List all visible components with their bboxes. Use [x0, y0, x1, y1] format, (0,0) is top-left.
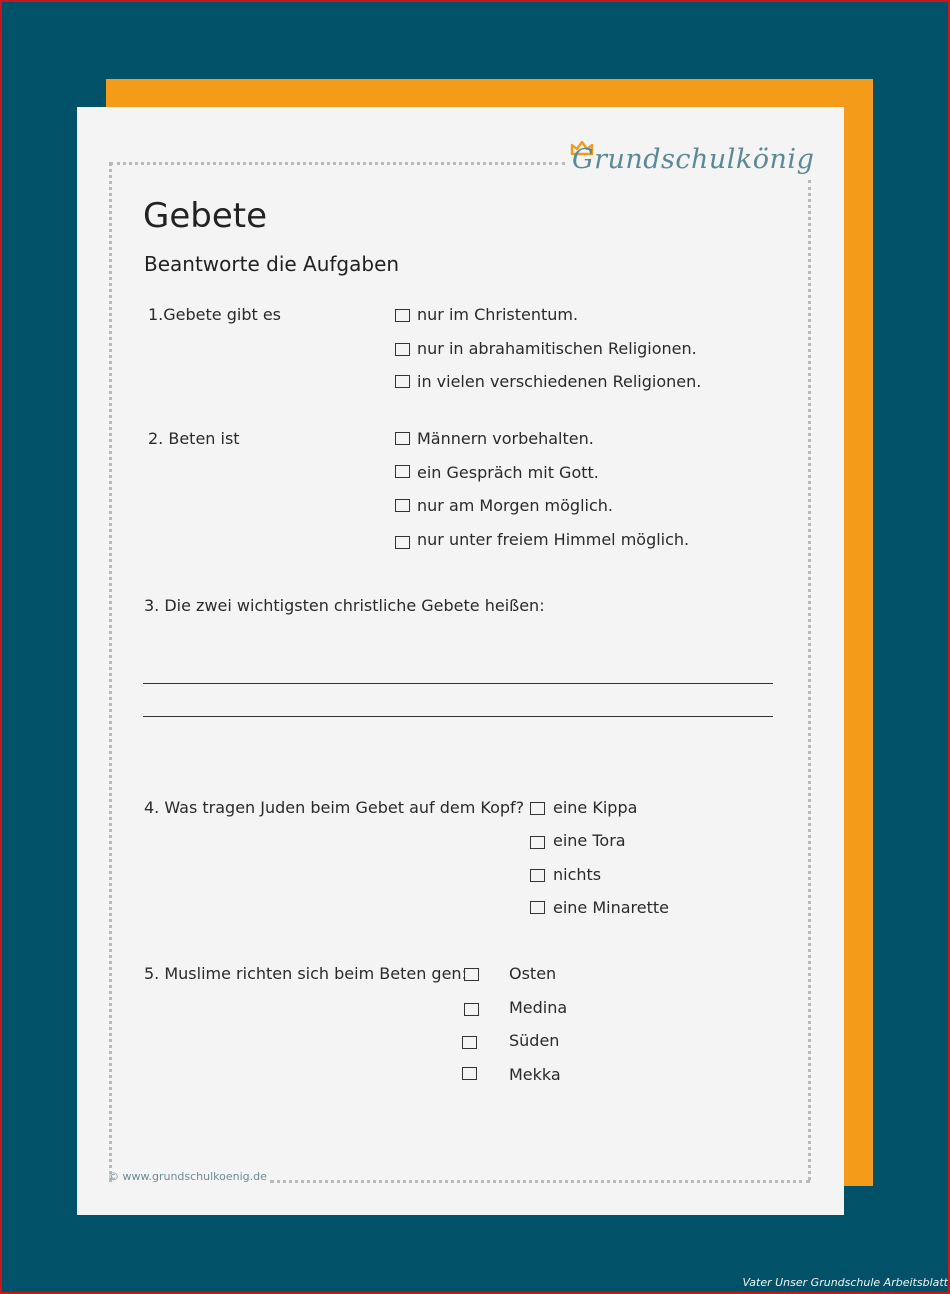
q1-option-3: in vielen verschiedenen Religionen. [417, 372, 702, 391]
checkbox-q1-opt1[interactable] [395, 309, 410, 322]
checkbox-q2-opt3[interactable] [395, 499, 410, 512]
checkbox-q2-opt4[interactable] [395, 536, 410, 549]
checkbox-q2-opt2[interactable] [395, 465, 410, 478]
page-title: Gebete [143, 196, 268, 236]
footer-url: © www.grundschulkoenig.de [108, 1170, 267, 1183]
q4-option-4: eine Minarette [553, 898, 670, 917]
q5-option-1: Osten [509, 964, 557, 983]
question-5-label: 5. Muslime richten sich beim Beten gen: [144, 964, 467, 983]
checkbox-q1-opt3[interactable] [395, 375, 410, 388]
checkbox-q5-opt4[interactable] [462, 1067, 477, 1080]
answer-line-1[interactable] [143, 683, 773, 684]
brand-logo [570, 140, 820, 184]
checkbox-q5-opt1[interactable] [464, 968, 479, 981]
answer-line-2[interactable] [143, 716, 773, 717]
q1-option-1: nur im Christentum. [417, 305, 579, 324]
q2-option-2: ein Gespräch mit Gott. [417, 463, 599, 482]
checkbox-q2-opt1[interactable] [395, 432, 410, 445]
dotted-border-right [808, 180, 811, 1180]
dotted-border-top [110, 162, 565, 165]
q5-option-2: Medina [509, 998, 568, 1017]
q2-option-3: nur am Morgen möglich. [417, 496, 613, 515]
checkbox-q4-opt3[interactable] [530, 869, 545, 882]
question-2-label: 2. Beten ist [148, 429, 240, 448]
checkbox-q5-opt3[interactable] [462, 1036, 477, 1049]
checkbox-q1-opt2[interactable] [395, 343, 410, 356]
q2-option-4: nur unter freiem Himmel möglich. [417, 530, 690, 549]
q4-option-3: nichts [553, 865, 602, 884]
brand-name: Grundschulkönig [572, 144, 815, 175]
dotted-border-bottom [270, 1180, 810, 1183]
dotted-border-left [109, 162, 112, 1182]
q4-option-2: eine Tora [553, 831, 626, 850]
q1-option-2: nur in abrahamitischen Religionen. [417, 339, 697, 358]
q5-option-4: Mekka [509, 1065, 561, 1084]
checkbox-q4-opt2[interactable] [530, 836, 545, 849]
q5-option-3: Süden [509, 1031, 560, 1050]
question-1-label: 1.Gebete gibt es [148, 305, 282, 324]
question-3-label: 3. Die zwei wichtigsten christliche Gebete heißen: [144, 596, 545, 615]
q2-option-1: Männern vorbehalten. [417, 429, 594, 448]
checkbox-q4-opt4[interactable] [530, 901, 545, 914]
checkbox-q4-opt1[interactable] [530, 802, 545, 815]
watermark-caption: Vater Unser Grundschule Arbeitsblatt [742, 1276, 948, 1289]
q4-option-1: eine Kippa [553, 798, 638, 817]
checkbox-q5-opt2[interactable] [464, 1003, 479, 1016]
page-subtitle: Beantworte die Aufgaben [144, 252, 400, 276]
question-4-label: 4. Was tragen Juden beim Gebet auf dem Kopf? [144, 798, 525, 817]
